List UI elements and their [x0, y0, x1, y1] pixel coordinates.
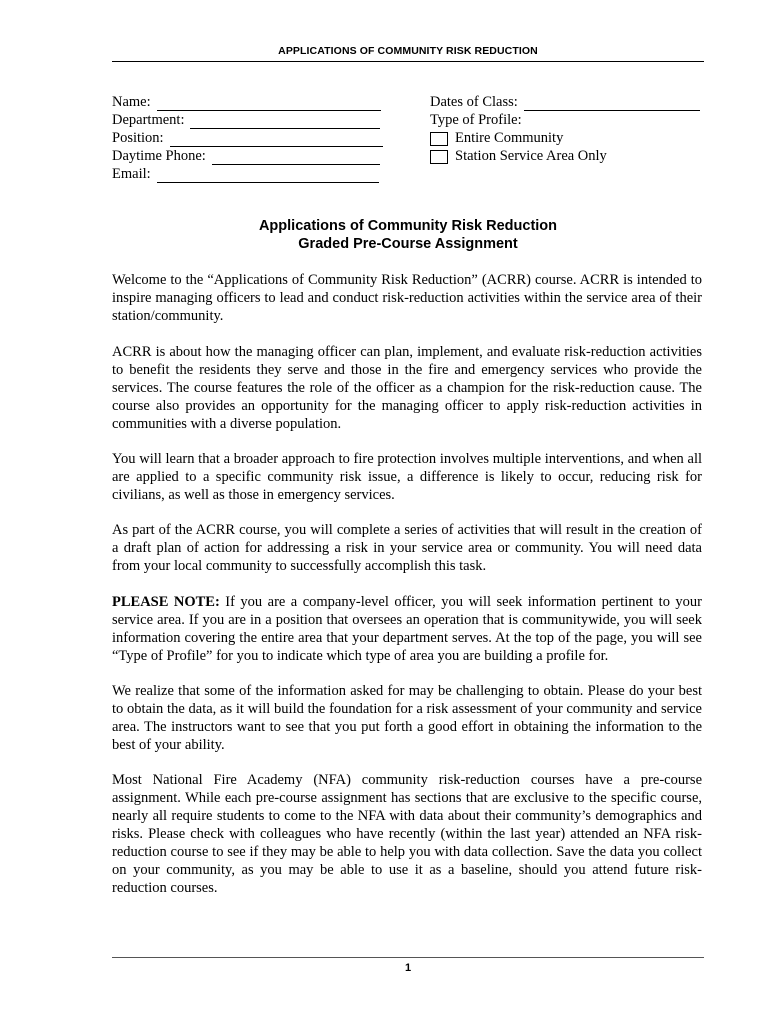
email-input-line[interactable] [157, 168, 379, 183]
email-label: Email: [112, 166, 151, 182]
paragraph-acrr-about: ACRR is about how the managing officer can plan, implement, and evaluate risk-reduction activities to benefit the residents they serve and those in the fire and emergency services who provide the services. The course features the role of the officer as a champion for the risk-reduction cause. The course also provides an opportunity for the managing officer to apply risk-reduction activities in communities with a diverse population. [112, 344, 702, 432]
department-input-line[interactable] [190, 114, 380, 129]
dates-of-class-input-line[interactable] [524, 96, 700, 111]
page-number: 1 [404, 962, 412, 974]
paragraph-activities: As part of the ACRR course, you will complete a series of activities that will result in the creation of a draft plan of action for addressing a risk in your service area or community. You will need data from your local community to successfully accomplish this task. [112, 522, 702, 574]
daytime-phone-label: Daytime Phone: [112, 148, 206, 164]
name-field[interactable] [112, 93, 381, 111]
type-of-profile-label: Type of Profile: [430, 112, 522, 128]
please-note-label: PLEASE NOTE: [112, 594, 220, 610]
name-label: Name: [112, 94, 151, 110]
paragraph-challenging: We realize that some of the information asked for may be challenging to obtain. Please do your best to obtain the data, as it will build the foundation for a risk assessment of your community and service area. The instructors want to see that you put forth a good effort in obtaining the information to the best of your ability. [112, 683, 702, 753]
position-field[interactable] [112, 129, 383, 147]
position-label: Position: [112, 130, 164, 146]
paragraph-broader-approach: You will learn that a broader approach to fire protection involves multiple interventions, and when all are applied to a specific community risk issue, a difference is likely to occur, reducing risk for civilians, as well as those in emergency services. [112, 451, 702, 503]
paragraph-welcome: Welcome to the “Applications of Community Risk Reduction” (ACRR) course. ACRR is intended to inspire managing officers to lead and conduct risk-reduction activities within the service area of their station/community. [112, 272, 702, 324]
dates-of-class-field[interactable] [430, 93, 700, 111]
document-title: Applications of Community Risk Reduction [258, 218, 558, 234]
paragraph-nfa-courses: Most National Fire Academy (NFA) community risk-reduction courses have a pre-course assignment. While each pre-course assignment has sections that are exclusive to the specific course, nearly all require students to come to the NFA with data about their community’s demographics and risks. Please check with colleagues who have recently (within the last year) attended an NFA risk-reduction course to see if they may be able to help you with data collection. Save the data you collect on your community, as you may be able to use it as a baseline, should you attend future risk-reduction courses. [112, 772, 702, 896]
option-entire-community[interactable] [430, 130, 563, 147]
header-rule [112, 61, 704, 62]
daytime-phone-input-line[interactable] [212, 150, 380, 165]
dates-of-class-label: Dates of Class: [430, 94, 518, 110]
email-field[interactable] [112, 165, 379, 183]
please-note-text: If you are a company-level officer, you will seek information pertinent to your service area. If you are in a position that oversees an operation that is communitywide, you will seek information covering the entire area that your department serves. At the top of the page, you will see “Type of Profile” for you to indicate which type of area you are building a profile for. [112, 594, 702, 664]
option-station-service-area[interactable] [430, 148, 607, 165]
entire-community-checkbox[interactable] [430, 132, 448, 146]
running-header: APPLICATIONS OF COMMUNITY RISK REDUCTION [278, 45, 538, 57]
department-label: Department: [112, 112, 185, 128]
paragraph-please-note [112, 593, 702, 665]
name-input-line[interactable] [157, 96, 381, 111]
document-subtitle: Graded Pre-Course Assignment [298, 236, 518, 252]
entire-community-label: Entire Community [455, 130, 564, 146]
station-service-area-checkbox[interactable] [430, 150, 448, 164]
daytime-phone-field[interactable] [112, 147, 380, 165]
department-field[interactable] [112, 111, 380, 129]
position-input-line[interactable] [170, 132, 383, 147]
footer-rule [112, 957, 704, 958]
station-service-area-label: Station Service Area Only [455, 148, 607, 164]
